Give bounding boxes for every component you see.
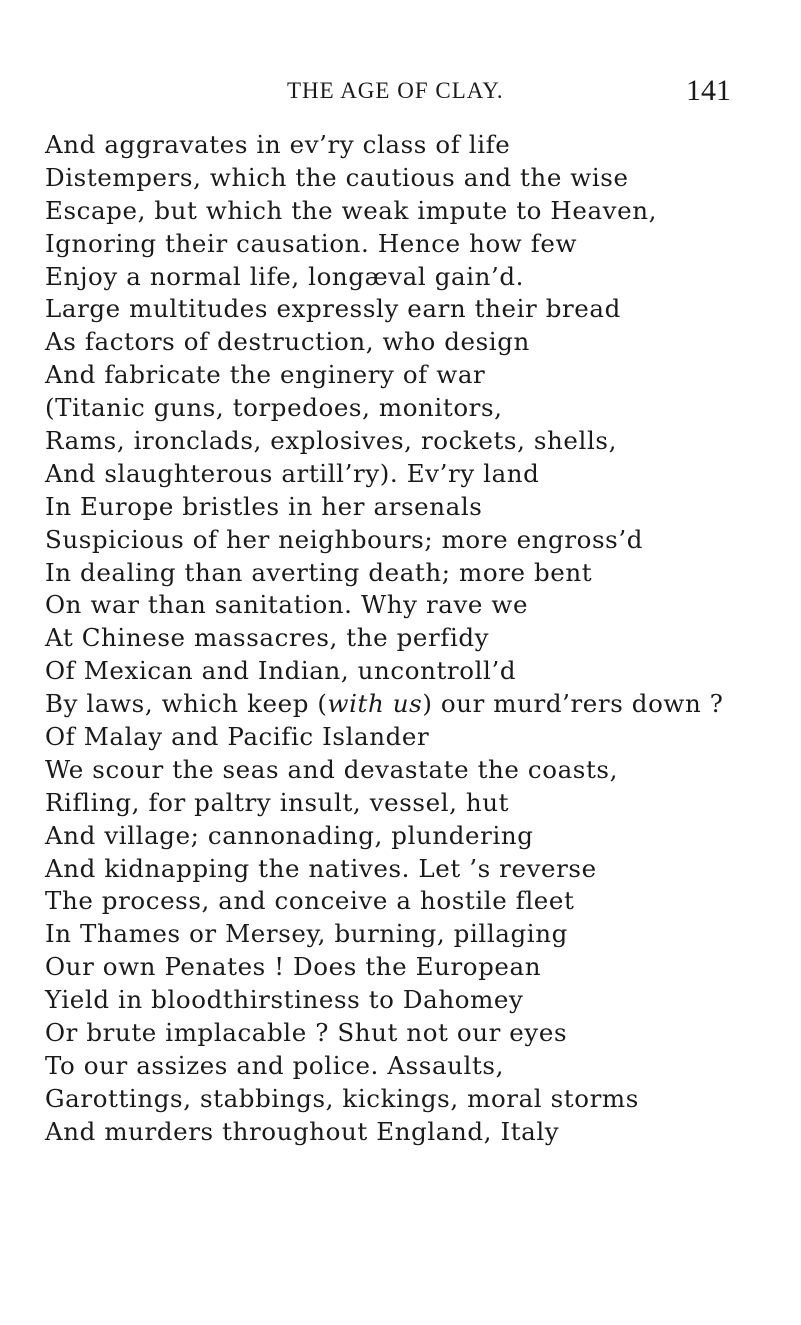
- poem-line: And aggravates in ev’ry class of life: [45, 130, 511, 159]
- poem-line: We scour the seas and devastate the coasts,: [45, 754, 618, 784]
- poem-line: Rams, ironclads, explosives, rockets, shells,: [45, 426, 617, 456]
- poem-line: [45, 688, 795, 721]
- poem-line: Distempers, which the cautious and the wise: [45, 162, 629, 192]
- poem-line: And kidnapping the natives. Let ’s reverse: [45, 853, 597, 883]
- poem-line: Rifling, for paltry insult, vessel, hut: [45, 787, 510, 817]
- poem-line: Enjoy a normal life, longæval gain’d.: [45, 261, 525, 291]
- running-title: THE AGE OF CLAY.: [287, 78, 504, 103]
- poem-line: Garottings, stabbings, kickings, moral storms: [45, 1083, 639, 1113]
- poem-line: Or brute implacable ? Shut not our eyes: [45, 1018, 568, 1048]
- poem-line: Suspicious of her neighbours; more engross’d: [45, 524, 644, 554]
- poem-line: To our assizes and police. Assaults,: [45, 1050, 504, 1080]
- page-header: [0, 74, 801, 110]
- poem-line: And slaughterous artill’ry). Ev’ry land: [45, 458, 540, 488]
- poem-line: And murders throughout England, Italy: [45, 1116, 560, 1146]
- poem-line-italic: with us: [327, 689, 423, 719]
- poem-line-segment: ) our murd’rers down ?: [422, 689, 724, 719]
- poem-line: Escape, but which the weak impute to Heaven,: [45, 195, 657, 225]
- poem-line: The process, and conceive a hostile fleet: [45, 886, 575, 916]
- poem-line: At Chinese massacres, the perfidy: [45, 623, 490, 653]
- poem-line: On war than sanitation. Why rave we: [45, 590, 529, 620]
- poem-line: And village; cannonading, plundering: [45, 820, 534, 850]
- poem-line: Of Malay and Pacific Islander: [45, 722, 430, 752]
- poem-line: Our own Penates ! Does the European: [45, 952, 542, 982]
- poem-line: And fabricate the enginery of war: [45, 360, 486, 390]
- poem-text: [45, 129, 795, 1149]
- poem-line: As factors of destruction, who design: [45, 327, 530, 357]
- poem-line-segment: By laws, which keep (: [45, 689, 328, 719]
- page-number: 141: [686, 74, 731, 107]
- poem-line: In Europe bristles in her arsenals: [45, 491, 483, 521]
- poem-line: Yield in bloodthirstiness to Dahomey: [45, 985, 524, 1015]
- poem-line: Of Mexican and Indian, uncontroll’d: [45, 656, 517, 686]
- poem-line: Large multitudes expressly earn their bread: [45, 294, 621, 324]
- poem-line: In dealing than averting death; more bent: [45, 557, 593, 587]
- poem-line: In Thames or Mersey, burning, pillaging: [45, 919, 568, 949]
- poem-line: (Titanic guns, torpedoes, monitors,: [45, 393, 503, 423]
- poem-line: Ignoring their causation. Hence how few: [45, 228, 578, 258]
